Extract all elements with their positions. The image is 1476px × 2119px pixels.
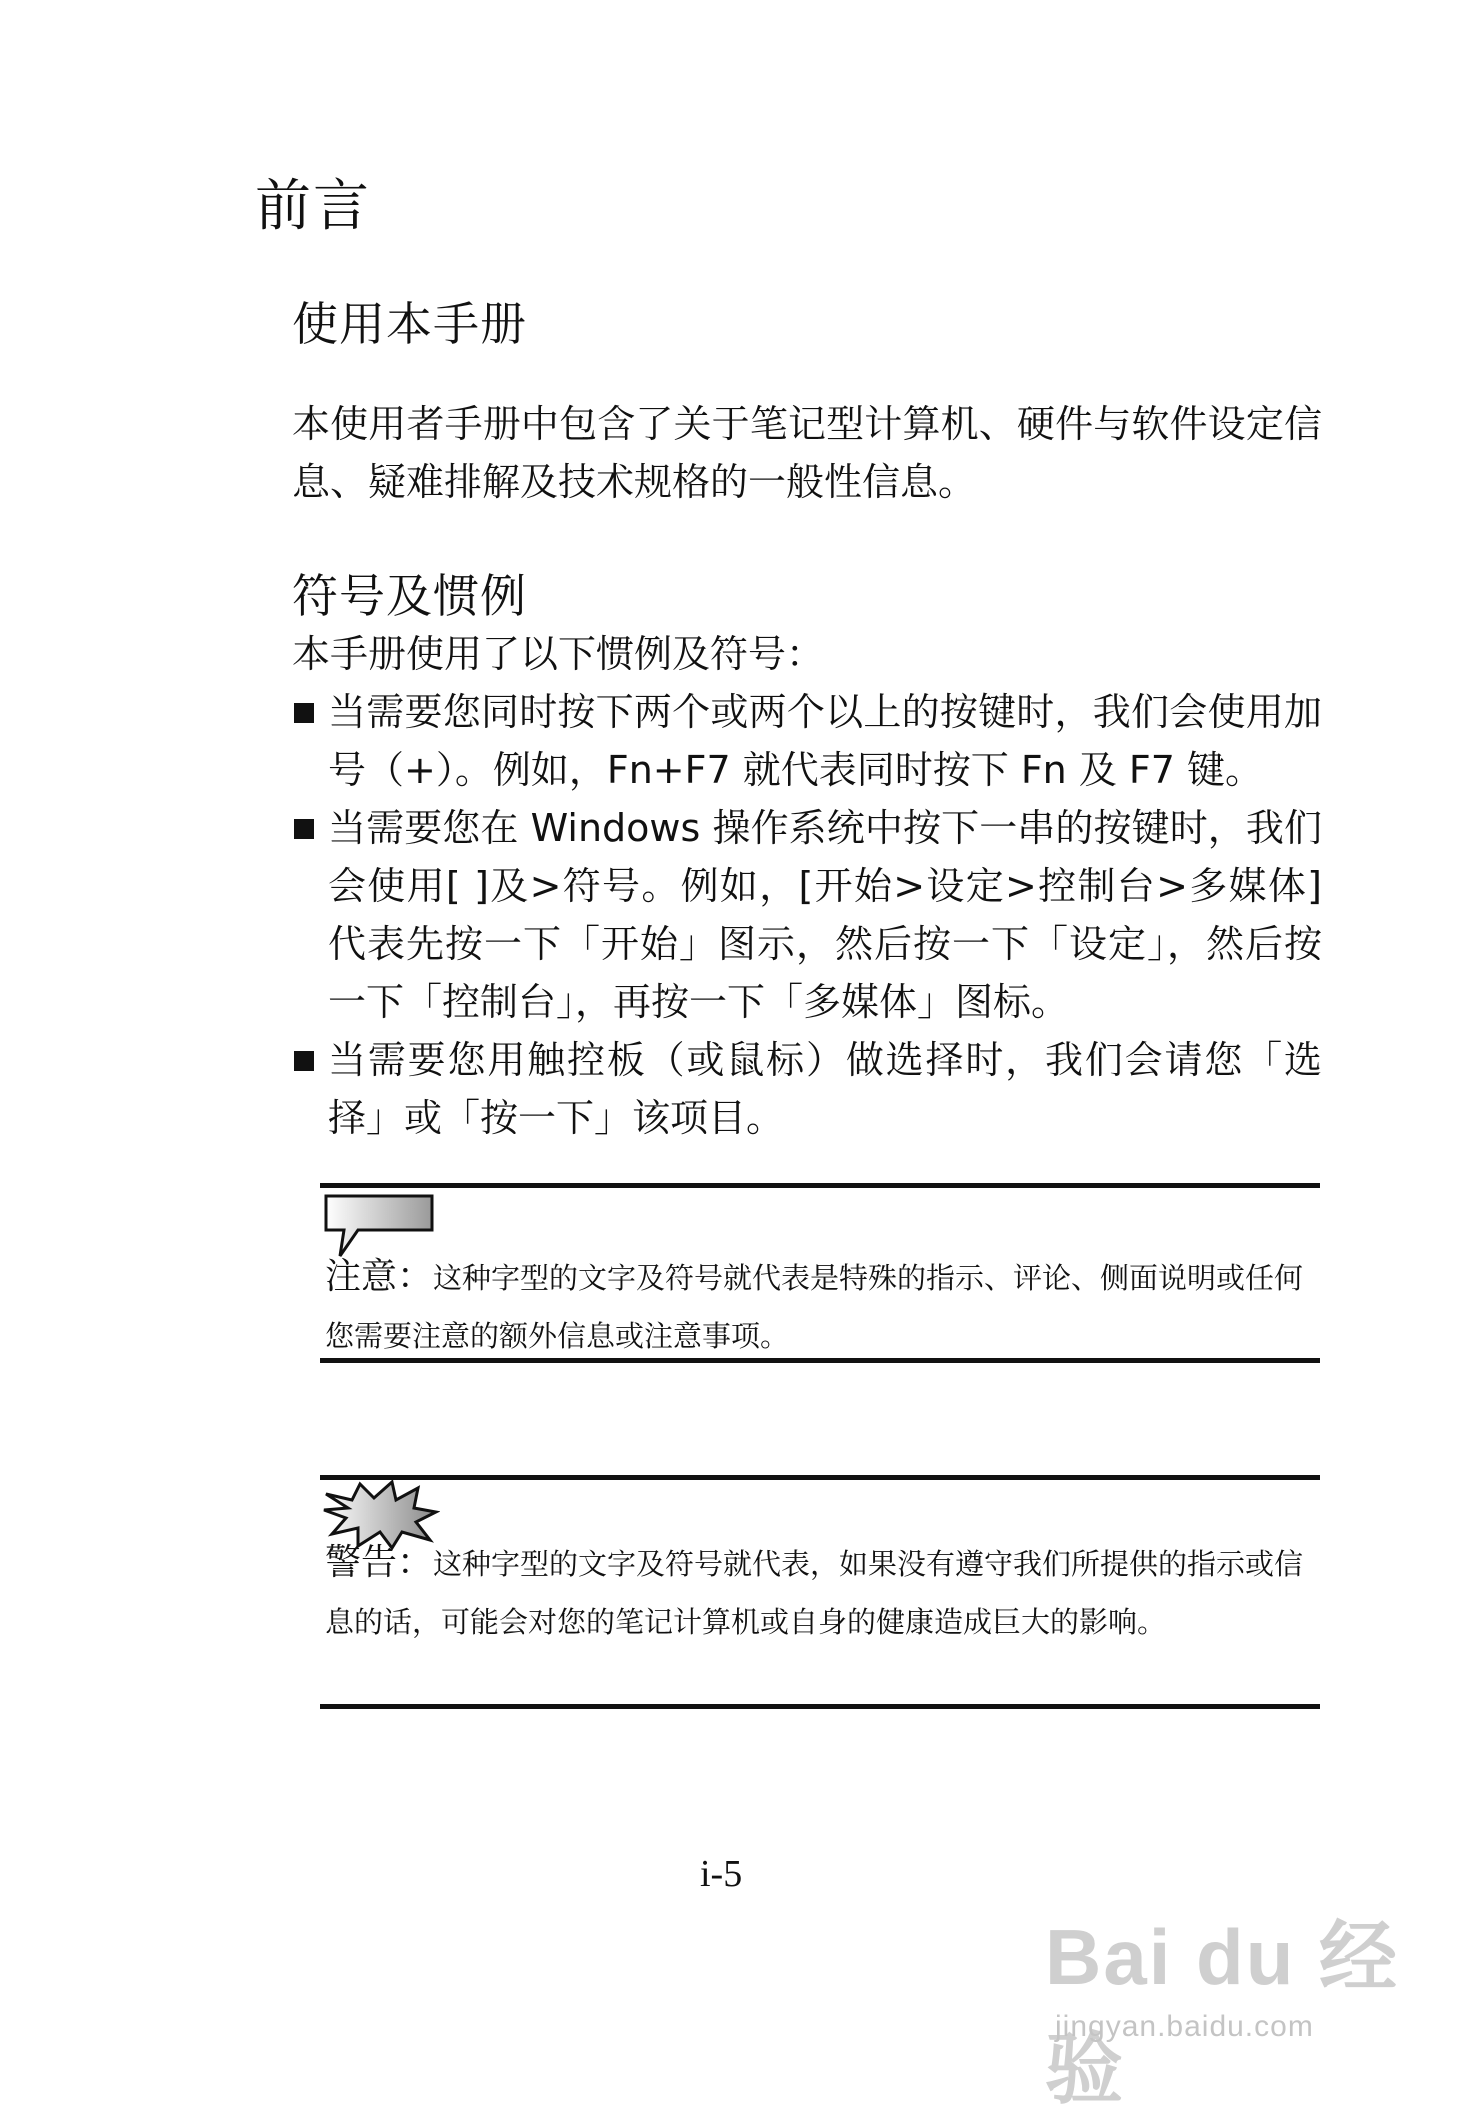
page-number: i-5 (700, 1853, 743, 1895)
note-top-rule (320, 1183, 1320, 1188)
bullet-square-icon (294, 1051, 314, 1071)
watermark-logo: Bai du 经验 (1045, 1913, 1400, 2113)
note-bottom-rule (320, 1358, 1320, 1363)
warning-label: 警告： (325, 1542, 434, 1583)
note-label: 注意： (325, 1256, 434, 1297)
list-item-text: 当需要您用触控板（或鼠标）做选择时，我们会请您「选择」或「按一下」该项目。 (328, 1038, 1322, 1140)
warning-text: 这种字型的文字及符号就代表，如果没有遵守我们所提供的指示或信息的话，可能会对您的笔记计算机或自身的健康造成巨大的影响。 (325, 1547, 1304, 1639)
section-heading-manual: 使用本手册 (292, 297, 527, 351)
conventions-intro: 本手册使用了以下惯例及符号： (292, 632, 825, 676)
note-text: 这种字型的文字及符号就代表是特殊的指示、评论、侧面说明或任何您需要注意的额外信息或注意事项。 (325, 1261, 1304, 1353)
page-title: 前言 (255, 174, 371, 239)
bullet-square-icon (294, 703, 314, 723)
warning-top-rule (320, 1475, 1320, 1480)
list-item-text: 当需要您同时按下两个或两个以上的按键时，我们会使用加号（+）。例如，Fn+F7 就代表同时按下 Fn 及 F7 键。 (328, 690, 1322, 792)
watermark-url: jingyan.baidu.com (1055, 2010, 1314, 2043)
list-item-text: 当需要您在 Windows 操作系统中按下一串的按键时，我们会使用[ ]及>符号。例如，[开始>设定>控制台>多媒体]代表先按一下「开始」图示，然后按一下「设定」，然后按一下「控制台」，再按一下「多媒体」图标。 (328, 806, 1322, 1024)
warning-bottom-rule (320, 1704, 1320, 1709)
conventions-list (292, 683, 1322, 1147)
list-item (292, 1031, 1322, 1147)
list-item (292, 799, 1322, 1031)
section-heading-conventions: 符号及惯例 (292, 569, 527, 623)
manual-paragraph: 本使用者手册中包含了关于笔记型计算机、硬件与软件设定信息、疑难排解及技术规格的一般性信息。 (292, 402, 1322, 504)
list-item (292, 683, 1322, 799)
note-box (325, 1248, 1315, 1365)
warning-box (325, 1534, 1315, 1651)
bullet-square-icon (294, 819, 314, 839)
